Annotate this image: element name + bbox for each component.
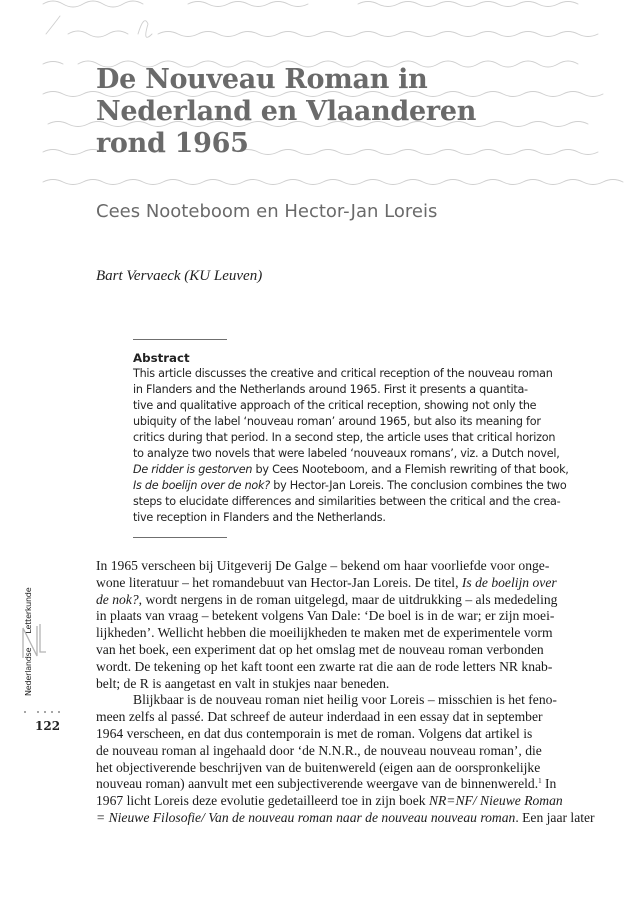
text-run: ubiquity of the label ‘nouveau roman’ around 1965, but also its meaning for — [133, 415, 541, 428]
article-title — [96, 64, 476, 160]
author-line: Bart Vervaeck (KU Leuven) — [96, 268, 263, 284]
body-text — [96, 558, 595, 827]
abstract-top-rule — [133, 339, 227, 340]
abstract-line — [133, 478, 573, 494]
body-line — [96, 608, 572, 625]
text-run: . Een jaar later — [515, 809, 595, 825]
text-run: , wordt nergens in de roman uitgelegd, maar de uitdrukking – als mededeling — [138, 591, 558, 607]
text-run: van het boek, een experiment dat op het omslag met de nouveau roman verbonden — [96, 641, 544, 657]
text-run: de nouveau roman al ingehaald door ‘de N.N.R., de nouveau nouveau roman’, die — [96, 742, 542, 758]
italic-title: Is de boelijn over — [461, 574, 557, 590]
abstract-line — [133, 430, 573, 446]
text-run: tive reception in Flanders and the Netherlands. — [133, 511, 386, 524]
page-dots-decoration — [24, 711, 65, 713]
journal-name-part2: Letterkunde — [24, 587, 33, 634]
abstract-line — [133, 494, 573, 510]
body-line — [96, 692, 572, 709]
title-line: De Nouveau Roman in — [96, 64, 428, 95]
abstract-line — [133, 414, 573, 430]
body-line — [96, 676, 572, 693]
text-run: meen zelfs al passé. Dat schreef de auteur inderdaad in een essay dat in september — [96, 709, 543, 725]
italic-title: Is de boelijn over de nok? — [133, 479, 270, 492]
text-run: belt; de R is aangetast en valt in stukjes naar beneden. — [96, 675, 390, 691]
body-line — [96, 575, 572, 592]
body-line — [96, 592, 572, 609]
text-run: lijkheden’. Wellicht hebben die moeilijkheden te maken met de experimentele vorm — [96, 625, 553, 641]
body-line — [96, 558, 572, 575]
text-run: wone literatuur – het romandebuut van Hector-Jan Loreis. De titel, — [96, 574, 462, 590]
nl-logo — [20, 622, 48, 662]
text-run: by Cees Nooteboom, and a Flemish rewriting of that book, — [252, 463, 569, 476]
text-run: in plaats van vraag – betekent volgens Van Dale: ‘De boel is in de war; er zijn moei- — [96, 608, 555, 624]
text-run: This article discusses the creative and critical reception of the nouveau roman — [133, 367, 553, 380]
text-run: het objectiverende beschrijven van de buitenwereld (eigen aan de oorspronkelijke — [96, 759, 541, 775]
text-run: Blijkbaar is de nouveau roman niet heilig voor Loreis – misschien is het feno- — [133, 692, 557, 708]
abstract-line — [133, 446, 573, 462]
text-run: nouveau roman) aanvult met een subjectiverende weergave van de binnenwereld. — [96, 776, 539, 792]
text-run: critics during that period. In a second step, the article uses that critical horizon — [133, 431, 556, 444]
title-line: rond 1965 — [96, 128, 249, 159]
text-run: wordt. De tekening op het kaft toont een zwarte rat die aan de rode letters NR knab- — [96, 658, 553, 674]
body-line — [96, 659, 572, 676]
text-run: In 1965 verscheen bij Uitgeverij De Galge – bekend om haar voorliefde voor onge- — [96, 558, 550, 573]
abstract-line — [133, 366, 573, 382]
text-run: steps to elucidate differences and similarities between the critical and the crea- — [133, 495, 561, 508]
text-run: to analyze two novels that were labeled ‘nouveaux romans’, viz. a Dutch novel, — [133, 447, 560, 460]
italic-title: = Nieuwe Filosofie/ Van de nouveau roman naar de nouveau nouveau roman — [96, 809, 516, 825]
italic-title: NR=NF/ Nieuwe Roman — [428, 793, 563, 809]
body-line — [96, 709, 572, 726]
text-run: 1967 licht Loreis deze evolutie gedetailleerd toe in zijn boek — [96, 793, 429, 809]
text-run: 1964 verscheen, en dat dus contemporain is met de roman. Volgens dat artikel is — [96, 725, 533, 741]
body-line — [96, 760, 572, 777]
page-number: 122 — [35, 719, 61, 733]
abstract-line — [133, 382, 573, 398]
body-line — [96, 809, 595, 827]
abstract-line — [133, 462, 573, 478]
body-line — [96, 642, 572, 659]
body-line — [96, 793, 572, 810]
journal-name-part1: Nederlandse — [24, 647, 33, 696]
abstract-line — [133, 398, 573, 414]
body-line — [96, 726, 572, 743]
text-run: In — [541, 776, 557, 792]
body-line — [96, 776, 572, 793]
body-line — [96, 743, 572, 760]
italic-title: de nok? — [96, 591, 139, 607]
italic-title: De ridder is gestorven — [133, 463, 253, 476]
abstract-text — [133, 366, 573, 526]
body-line — [96, 625, 572, 642]
footnote-ref: 1 — [538, 777, 542, 786]
abstract-bottom-rule — [133, 537, 227, 538]
text-run: by Hector-Jan Loreis. The conclusion combines the two — [269, 479, 567, 492]
article-subtitle: Cees Nooteboom en Hector-Jan Loreis — [96, 201, 438, 222]
text-run: tive and qualitative approach of the critical reception, showing not only the — [133, 399, 537, 412]
title-line: Nederland en Vlaanderen — [96, 96, 477, 127]
abstract-line — [133, 510, 573, 526]
text-run: in Flanders and the Netherlands around 1965. First it presents a quantita- — [133, 383, 528, 396]
abstract-heading: Abstract — [133, 351, 190, 365]
abstract-block — [133, 350, 573, 526]
